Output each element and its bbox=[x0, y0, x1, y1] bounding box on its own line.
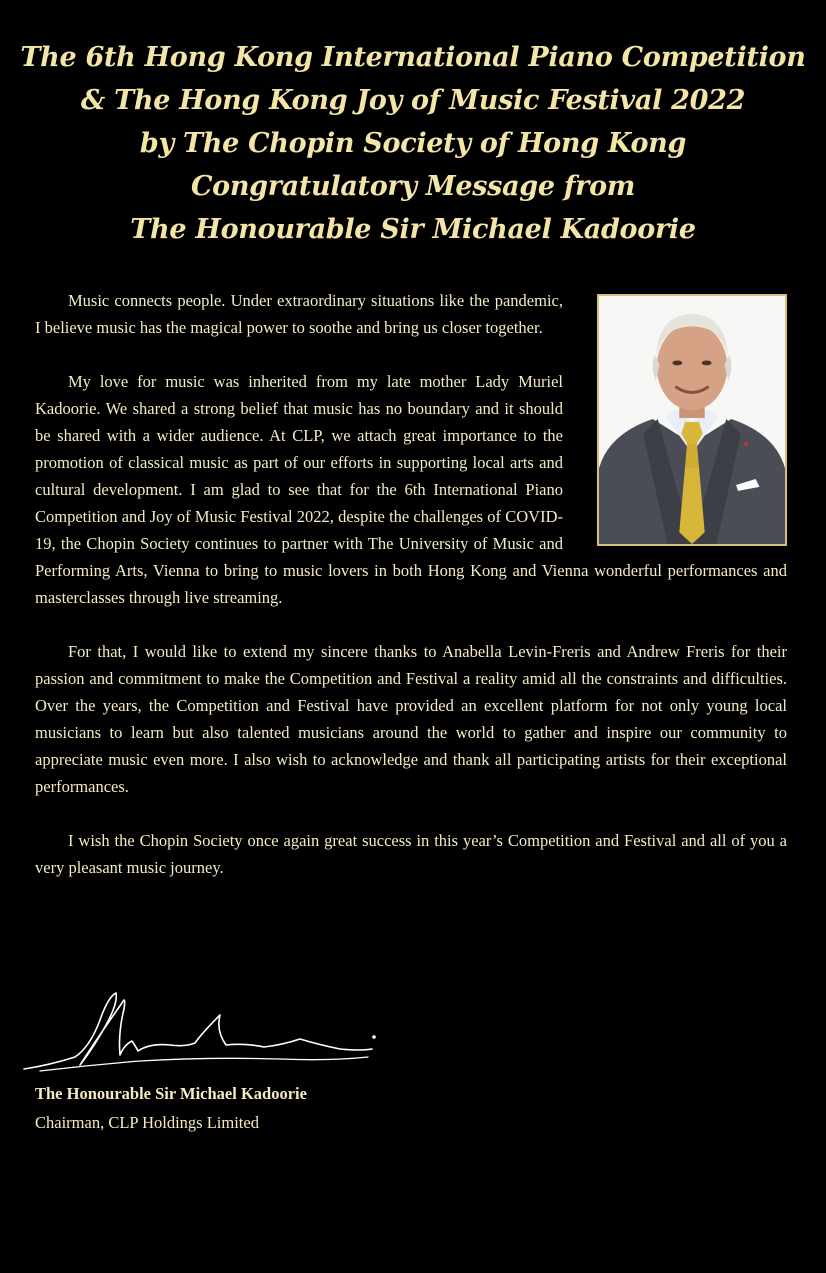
paragraph-4: I wish the Chopin Society once again great success in this year’s Competition and Festival and all of you a very pleasant music journey. bbox=[35, 831, 787, 877]
handwritten-signature bbox=[20, 985, 380, 1075]
title-line-4: Congratulatory Message from bbox=[190, 171, 636, 202]
signer-title: Chairman, CLP Holdings Limited bbox=[35, 1113, 259, 1132]
title-line-2: & The Hong Kong Joy of Music Festival 2022 bbox=[80, 85, 746, 116]
paragraph-2: My love for music was inherited from my late mother Lady Muriel Kadoorie. We shared a strong belief that music has no boundary and it should be shared with a wider audience. At CLP, we attach great importance to the promotion of classical music as part of our efforts in supporting local arts and cultural development. I am glad to see that for the 6th International Piano Competition and Joy of Music Festival 2022, despite the challenges of COVID-19, the Chopin Society continues to partner with The University of Music and Performing Arts, Vienna to bring to music lovers in both Hong Kong and Vienna wonderful performances and masterclasses through live streaming. bbox=[35, 372, 787, 607]
portrait-illustration bbox=[599, 296, 785, 544]
paragraph-3: For that, I would like to extend my sincere thanks to Anabella Levin-Freris and Andrew Freris for their passion and commitment to make the Competition and Festival a reality amid all the constraints and difficulties. Over the years, the Competition and Festival have provided an excellent platform for not only young local musicians to learn but also talented musicians around the world to gather and inspire our community to appreciate music even more. I also wish to acknowledge and thank all participating artists for their exceptional performances. bbox=[35, 642, 787, 796]
portrait-photo bbox=[597, 294, 787, 546]
title-line-1: The 6th Hong Kong International Piano Competition bbox=[20, 42, 806, 73]
page-title bbox=[20, 36, 806, 251]
message-body bbox=[35, 287, 787, 908]
signer-name: The Honourable Sir Michael Kadoorie bbox=[35, 1084, 307, 1103]
title-line-5: The Honourable Sir Michael Kadoorie bbox=[130, 214, 696, 245]
paragraph-1: Music connects people. Under extraordinary situations like the pandemic, I believe music has the magical power to soothe and bring us closer together. bbox=[35, 291, 563, 337]
title-line-3: by The Chopin Society of Hong Kong bbox=[139, 128, 687, 159]
